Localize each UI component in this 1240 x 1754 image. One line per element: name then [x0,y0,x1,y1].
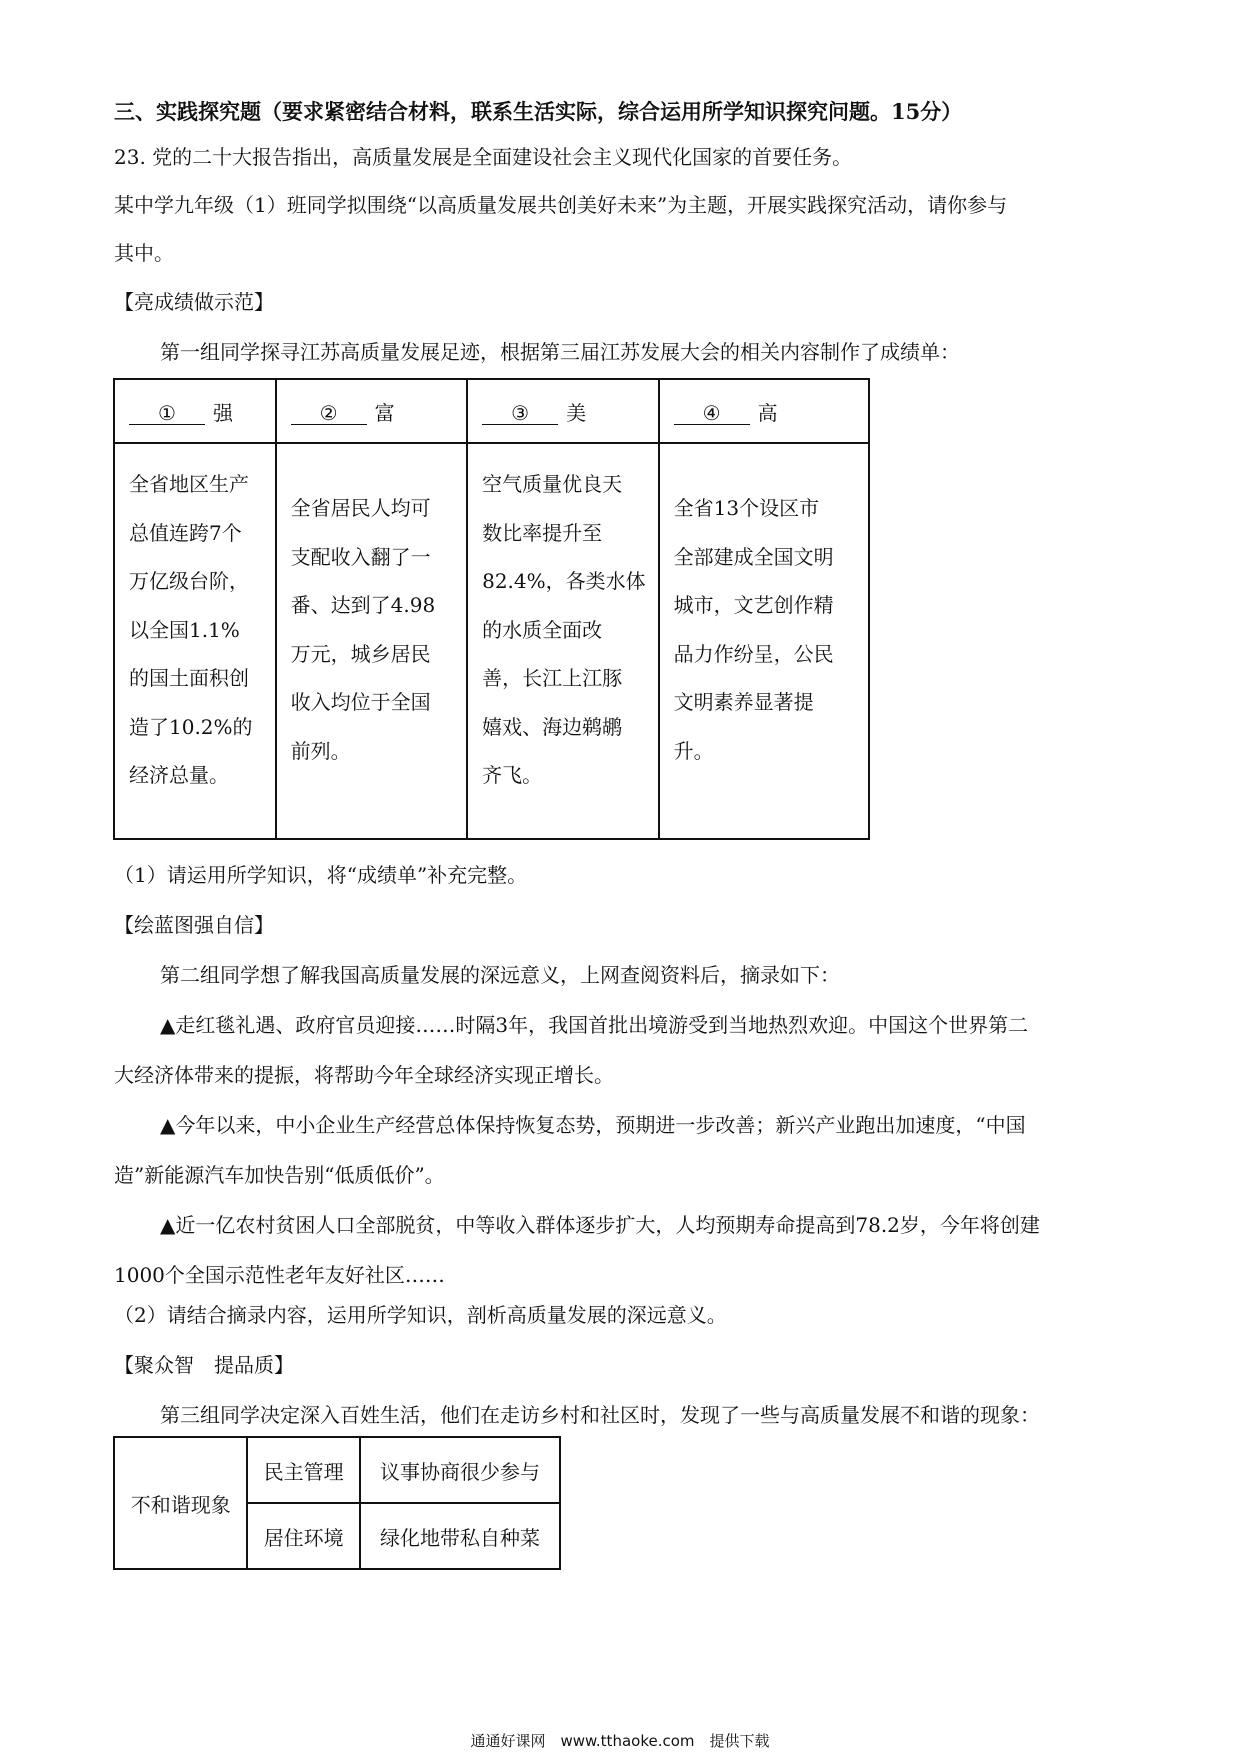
part2-heading: 【绘蓝图强自信】 [114,913,274,937]
excerpt3-line1: ▲近一亿农村贫困人口全部脱贫，中等收入群体逐步扩大，人均预期寿命提高到78.2岁，今年将创建 [160,1213,1040,1237]
phenomenon-cell: 绿化地带私自种菜 [360,1503,560,1569]
cell-line: 前列。 [290,738,351,763]
excerpt1-line2: 大经济体带来的提振，将帮助今年全球经济实现正增长。 [114,1063,614,1087]
blank-number: ④ [674,402,750,425]
cell-line: 番、达到了4.98 [290,593,436,617]
grade-cell-strong [114,443,276,839]
part2-question: （2）请结合摘录内容，运用所学知识，剖析高质量发展的深远意义。 [114,1303,727,1327]
grade-cell-rich [276,443,467,839]
grade-table-body-row [114,443,869,839]
grade-header-cell [114,379,276,443]
header-word: 强 [213,400,233,425]
cell-line: 全省地区生产 [129,472,249,496]
cell-line: 全省13个设区市 [673,496,820,520]
blank-number: ① [129,402,205,425]
page-footer: 通通好课网 www.tthaoke.com 提供下载 [470,1732,770,1750]
cell-line: 全部建成全国文明 [673,544,834,569]
phenomenon-cell: 议事协商很少参与 [360,1437,560,1503]
header-word: 高 [757,400,778,425]
cell-line: 升。 [673,738,714,763]
cell-line: 万亿级台阶， [129,569,249,593]
section-title: 三、实践探究题（要求紧密结合材料，联系生活实际，综合运用所学知识探究问题。15分） [114,99,963,124]
question-context-line1: 某中学九年级（1）班同学拟围绕“以高质量发展共创美好未来”为主题，开展实践探究活动，请你参与 [114,193,1008,217]
part1-question: （1）请运用所学知识，将“成绩单”补充完整。 [114,863,528,887]
grade-table [113,378,870,840]
grade-cell-beautiful [467,443,659,839]
part3-intro: 第三组同学决定深入百姓生活，他们在走访乡村和社区时，发现了一些与高质量发展不和谐的现象： [160,1403,1040,1427]
part3-heading: 【聚众智 提品质】 [114,1353,294,1377]
cell-line: 82.4%，各类水体 [482,569,646,593]
part1-intro: 第一组同学探寻江苏高质量发展足迹，根据第三届江苏发展大会的相关内容制作了成绩单： [160,340,960,364]
excerpt2-line1: ▲今年以来，中小企业生产经营总体保持恢复态势，预期进一步改善；新兴产业跑出加速度，“中国 [160,1113,1026,1137]
phenomena-category-cell: 不和谐现象 [114,1437,247,1569]
cell-line: 文明素养显著提 [673,690,814,714]
cell-line: 全省居民人均可 [290,496,431,520]
cell-line: 品力作纷呈，公民 [673,641,834,666]
header-word: 美 [566,400,587,425]
grade-header-cell [276,379,467,443]
cell-line: 嬉戏、海边鹈鹕 [482,714,623,739]
cell-line: 万元，城乡居民 [290,641,431,666]
aspect-cell: 民主管理 [247,1437,360,1503]
cell-line: 善，长江上江豚 [482,666,623,690]
cell-line: 数比率提升至 [482,520,603,545]
cell-line: 经济总量。 [129,763,229,787]
part1-heading: 【亮成绩做示范】 [114,290,274,314]
cell-line: 的水质全面改 [482,617,603,642]
cell-line: 总值连跨7个 [129,520,242,545]
cell-line: 收入均位于全国 [290,690,431,714]
cell-line: 齐飞。 [482,763,543,787]
question-context-line2: 其中。 [114,241,174,265]
cell-line: 支配收入翻了一 [290,544,431,569]
cell-line: 空气质量优良天 [482,472,623,496]
question-intro: 23. 党的二十大报告指出，高质量发展是全面建设社会主义现代化国家的首要任务。 [114,145,853,169]
aspect-cell: 居住环境 [247,1503,360,1569]
part2-intro: 第二组同学想了解我国高质量发展的深远意义，上网查阅资料后，摘录如下： [160,963,840,987]
grade-table-header-row [114,379,869,443]
cell-line: 以全国1.1% [129,617,240,642]
grade-cell-high [659,443,869,839]
excerpt3-line2: 1000个全国示范性老年友好社区…… [114,1263,445,1287]
blank-number: ③ [482,402,558,425]
grade-header-cell [659,379,869,443]
excerpt2-line2: 造”新能源汽车加快告别“低质低价”。 [114,1163,445,1187]
blank-number: ② [291,402,367,425]
excerpt1-line1: ▲走红毯礼遇、政府官员迎接……时隔3年，我国首批出境游受到当地热烈欢迎。中国这个世界第二 [160,1013,1029,1037]
phenomena-row [114,1437,560,1503]
header-word: 富 [374,400,395,425]
cell-line: 造了10.2%的 [129,714,253,739]
grade-header-cell [467,379,659,443]
cell-line: 的国土面积创 [129,666,249,690]
phenomena-table [113,1436,561,1570]
cell-line: 城市，文艺创作精 [673,593,834,617]
